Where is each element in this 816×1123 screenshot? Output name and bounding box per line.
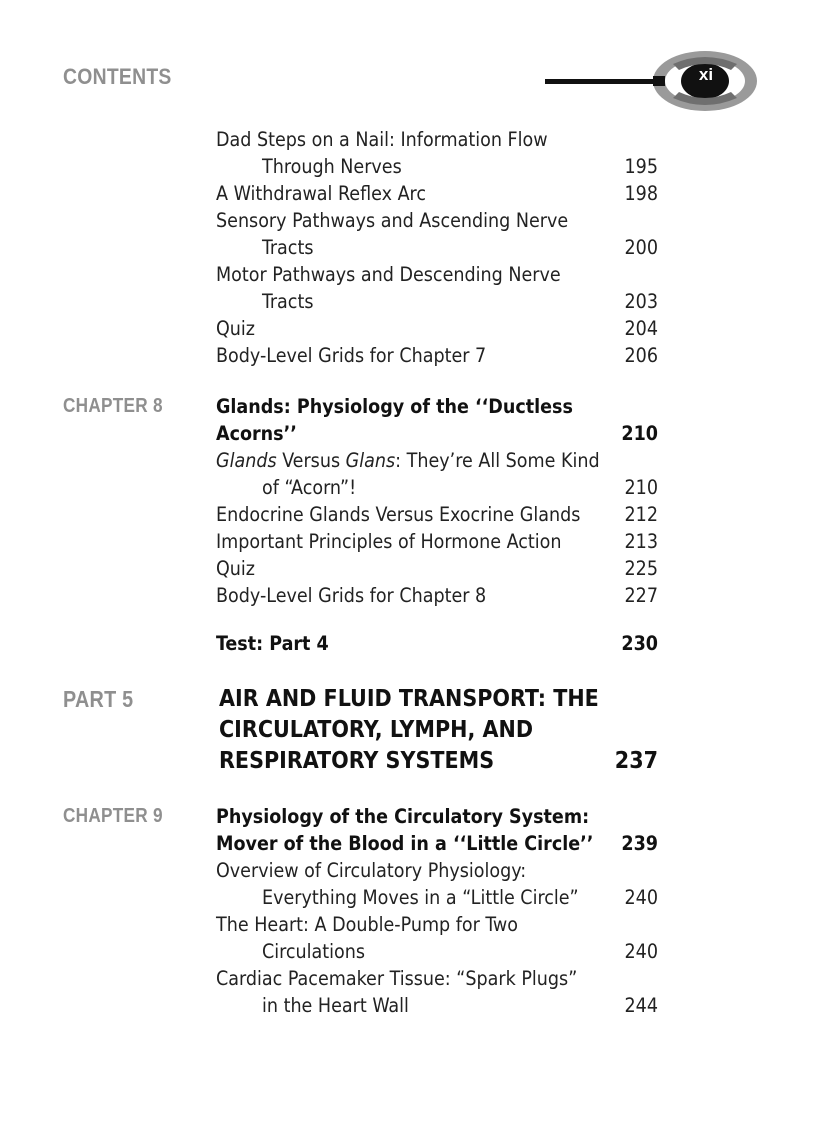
test-title: Test: Part 4 [216, 632, 329, 655]
chapter-title [216, 803, 658, 857]
running-head: CONTENTS [63, 64, 172, 89]
page-number: 240 [624, 940, 658, 963]
page-number: 225 [624, 557, 658, 580]
toc-entries [216, 393, 658, 609]
chapter-title-text: Physiology of the Circulatory System: [216, 805, 590, 828]
toc-entry [216, 555, 658, 582]
toc-entry [216, 857, 658, 911]
entry-text: Important Principles of Hormone Action [216, 530, 562, 553]
entry-text-continued: Through Nerves [262, 155, 402, 178]
toc-entry [216, 528, 658, 555]
entry-text: Dad Steps on a Nail: Information Flow [216, 128, 548, 151]
toc-entry [216, 342, 658, 369]
page-number: 212 [624, 503, 658, 526]
toc-entry [216, 261, 658, 315]
test-entry [216, 630, 658, 657]
page-number: 240 [624, 886, 658, 909]
entry-text: Sensory Pathways and Ascending Nerve [216, 209, 569, 232]
entry-text-continued: Tracts [262, 236, 314, 259]
chapter-label: CHAPTER 8 [63, 395, 163, 417]
entry-text: A Withdrawal Reflex Arc [216, 182, 426, 205]
page-number: 210 [624, 476, 658, 499]
part-title [216, 684, 658, 777]
page-folio: xi [698, 65, 714, 84]
toc-entry [216, 180, 658, 207]
page-number: 203 [624, 290, 658, 313]
entry-text: Endocrine Glands Versus Exocrine Glands [216, 503, 581, 526]
page-number: 204 [624, 317, 658, 340]
page-number: 230 [621, 632, 658, 655]
italic-term: Glands [216, 449, 277, 472]
entry-text: Cardiac Pacemaker Tissue: “Spark Plugs” [216, 967, 578, 990]
toc-entries [216, 684, 658, 777]
chapter-title-text-continued: Acorns’’ [216, 422, 297, 445]
page-number: 213 [624, 530, 658, 553]
entry-text-continued: Circulations [262, 940, 366, 963]
entry-text: Quiz [216, 317, 256, 340]
entry-text-continued: in the Heart Wall [262, 994, 409, 1017]
page-number: 210 [621, 422, 658, 445]
toc-entry [216, 911, 658, 965]
toc-entry [216, 501, 658, 528]
toc-entry [216, 447, 658, 501]
entry-text [216, 447, 658, 474]
toc-entries [216, 630, 658, 657]
entry-text-part: Versus [276, 449, 346, 472]
toc-entry [216, 315, 658, 342]
part-title-text: AIR AND FLUID TRANSPORT: THE [219, 686, 599, 712]
toc-entry [216, 207, 658, 261]
italic-term: Glans [345, 449, 396, 472]
page-number: 239 [621, 832, 658, 855]
entry-text: Motor Pathways and Descending Nerve [216, 263, 561, 286]
entry-text-continued: of “Acorn”! [262, 476, 357, 499]
toc-entry [216, 582, 658, 609]
entry-text: Body-Level Grids for Chapter 7 [216, 344, 487, 367]
chapter-title [216, 393, 658, 447]
page-number: 237 [614, 748, 658, 774]
toc-entry [216, 965, 658, 1019]
page-number: 244 [624, 994, 658, 1017]
chapter-title-text-continued: Mover of the Blood in a ‘‘Little Circle’’ [216, 832, 594, 855]
entry-text: The Heart: A Double-Pump for Two [216, 913, 518, 936]
toc-entry [216, 126, 658, 180]
page-number: 206 [624, 344, 658, 367]
part-title-text: CIRCULATORY, LYMPH, AND [219, 717, 534, 743]
part-title-text: RESPIRATORY SYSTEMS [219, 748, 495, 774]
part-label: PART 5 [63, 686, 134, 712]
page-number: 198 [624, 182, 658, 205]
entry-text-part: : They’re All Some Kind [395, 449, 600, 472]
page-number: 195 [624, 155, 658, 178]
entry-text-continued: Everything Moves in a “Little Circle” [262, 886, 579, 909]
entry-text: Overview of Circulatory Physiology: [216, 859, 527, 882]
entry-text: Quiz [216, 557, 256, 580]
toc-entries [216, 803, 658, 1019]
entry-text: Body-Level Grids for Chapter 8 [216, 584, 487, 607]
page-number: 200 [624, 236, 658, 259]
page-number-ornament [545, 46, 761, 112]
chapter-label: CHAPTER 9 [63, 805, 163, 827]
toc-entries [216, 126, 658, 369]
chapter-title-text: Glands: Physiology of the ‘‘Ductless [216, 395, 573, 418]
page-number: 227 [624, 584, 658, 607]
entry-text-continued: Tracts [262, 290, 314, 313]
